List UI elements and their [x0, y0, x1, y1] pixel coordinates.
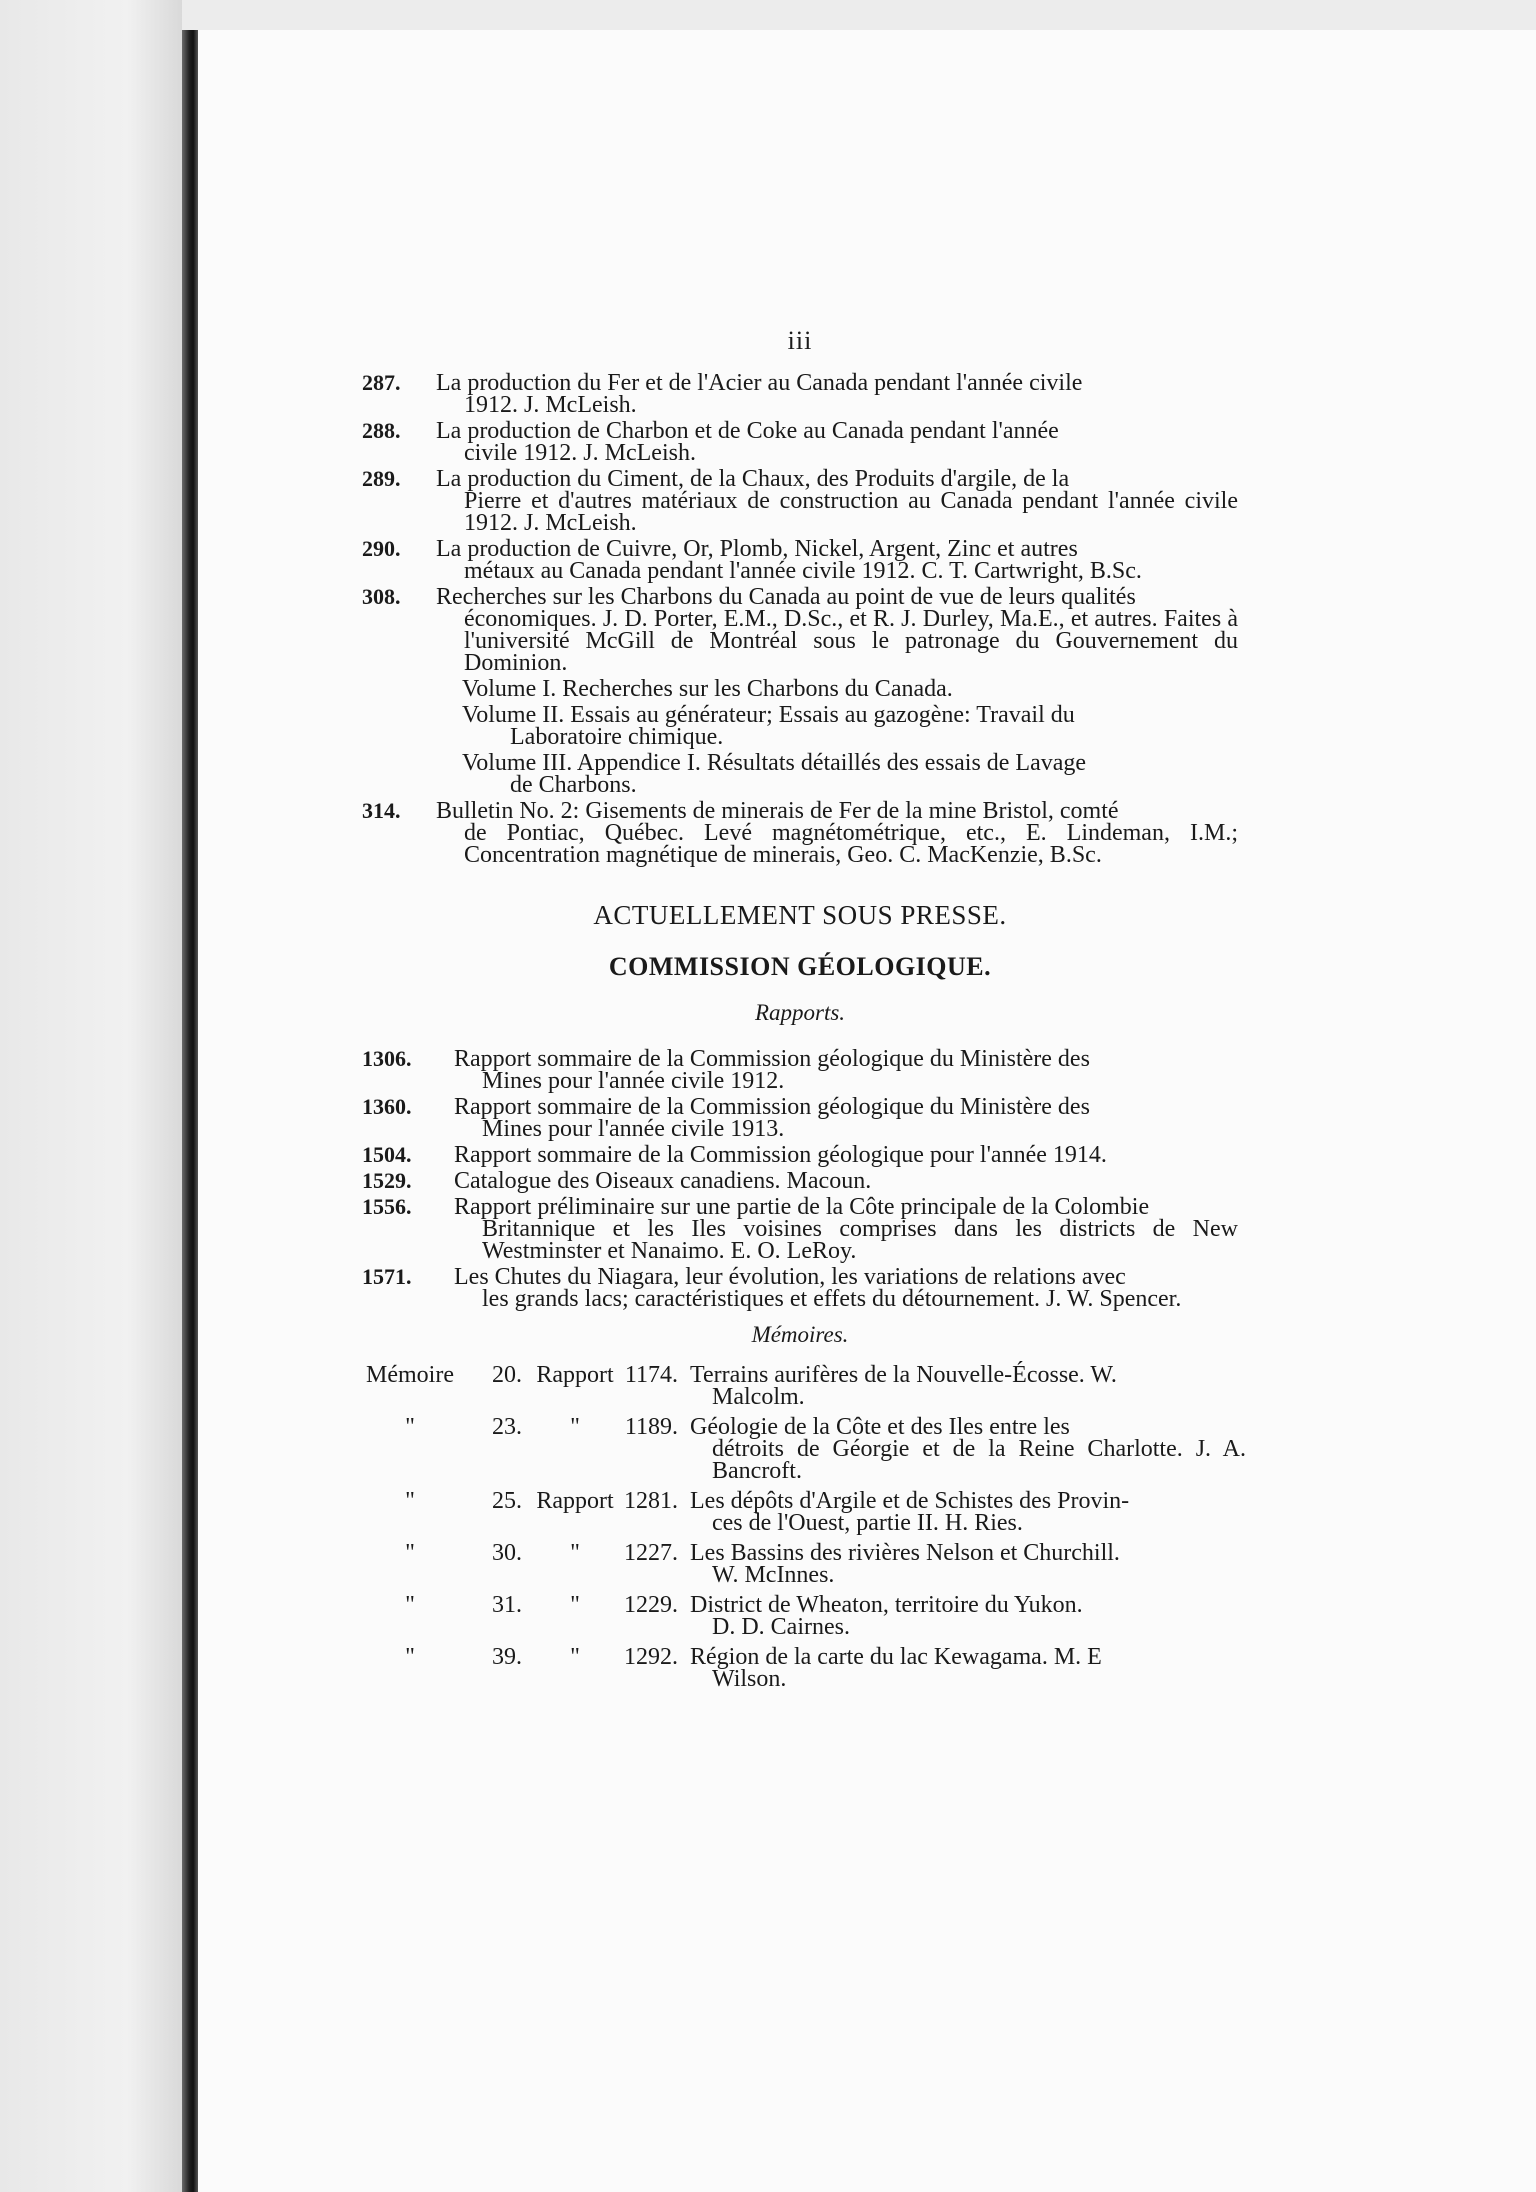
entry-number: 314.	[362, 798, 401, 823]
memoire-number: 31.	[492, 1592, 522, 1618]
volume-continuation: Laboratoire chimique.	[510, 724, 724, 750]
entry-number: 308.	[362, 584, 401, 609]
report-number: 1504.	[362, 1142, 412, 1167]
entry-continuation: économiques. J. D. Porter, E.M., D.Sc., et R. J. Durley, Ma.E., et autres. Faites à l'université McGill de Montréal sous le patronage du Gouvernement du Dominion.	[464, 606, 1238, 676]
report-number: 1571.	[362, 1264, 412, 1289]
table-row	[356, 1416, 1246, 1490]
memoires-table	[356, 1364, 1246, 1698]
volume-title: Volume I. Recherches sur les Charbons du Canada.	[462, 676, 953, 702]
report-number: 1360.	[362, 1094, 412, 1119]
volume-item	[462, 752, 1238, 796]
memoire-number: 30.	[492, 1540, 522, 1566]
memoire-label: Mémoire	[366, 1362, 454, 1388]
report-title: Catalogue des Oiseaux canadiens. Macoun.	[454, 1168, 872, 1194]
memoire-continuation: Malcolm.	[712, 1384, 805, 1410]
list-item	[362, 1048, 1238, 1092]
entry-number: 290.	[362, 536, 401, 561]
entry-title: La production de Cuivre, Or, Plomb, Nickel, Argent, Zinc et autres	[436, 536, 1078, 562]
memoire-continuation: détroits de Géorgie et de la Reine Charlotte. J. A. Bancroft.	[712, 1436, 1246, 1484]
memoire-title: Terrains aurifères de la Nouvelle-Écosse. W.	[690, 1362, 1117, 1388]
memoire-continuation: W. McInnes.	[712, 1562, 835, 1588]
memoires-heading: Mémoires.	[751, 1322, 849, 1347]
rapports-list	[362, 1048, 1238, 1310]
memoire-title: Géologie de la Côte et des Iles entre les	[690, 1414, 1070, 1440]
report-title: Rapport préliminaire sur une partie de la Côte principale de la Colombie	[454, 1194, 1150, 1220]
rapports-heading: Rapports.	[754, 1000, 846, 1025]
memoire-title: District de Wheaton, territoire du Yukon.	[690, 1592, 1083, 1618]
book-gutter	[182, 30, 198, 2192]
entry-title: La production du Fer et de l'Acier au Canada pendant l'année civile	[436, 370, 1083, 396]
table-row	[356, 1594, 1246, 1646]
page-content	[362, 326, 1246, 1698]
volume-item	[462, 704, 1238, 748]
memoire-label: "	[405, 1488, 415, 1514]
rapport-number: 1229.	[624, 1592, 678, 1618]
entry-number: 288.	[362, 418, 401, 443]
entry-continuation: Pierre et d'autres matériaux de construction au Canada pendant l'année civile 1912. J. McLeish.	[464, 488, 1238, 536]
table-row	[356, 1542, 1246, 1594]
rapport-label: Rapport	[536, 1488, 614, 1514]
list-item	[362, 1196, 1238, 1262]
memoire-title: Les Bassins des rivières Nelson et Churchill.	[690, 1540, 1120, 1566]
memoire-label: "	[405, 1414, 415, 1440]
rapport-label: "	[570, 1540, 580, 1566]
report-title: Rapport sommaire de la Commission géologique du Ministère des	[454, 1094, 1090, 1120]
rapport-number: 1292.	[624, 1644, 678, 1670]
page-number: iii	[787, 326, 813, 355]
report-title: Les Chutes du Niagara, leur évolution, les variations de relations avec	[454, 1264, 1126, 1290]
entry-title: La production du Ciment, de la Chaux, des Produits d'argile, de la	[436, 466, 1070, 492]
report-number: 1529.	[362, 1168, 412, 1193]
entry-title: Bulletin No. 2: Gisements de minerais de Fer de la mine Bristol, comté	[436, 798, 1119, 824]
entry-title: Recherches sur les Charbons du Canada au point de vue de leurs qualités	[436, 584, 1136, 610]
rapport-label: Rapport	[536, 1362, 614, 1388]
report-continuation: Mines pour l'année civile 1912.	[482, 1068, 785, 1094]
memoire-continuation: Wilson.	[712, 1666, 787, 1692]
section-subheading: COMMISSION GÉOLOGIQUE.	[608, 952, 992, 981]
memoire-number: 25.	[492, 1488, 522, 1514]
report-continuation: Mines pour l'année civile 1913.	[482, 1116, 785, 1142]
volumes-list	[462, 678, 1238, 796]
rapport-number: 1174.	[624, 1362, 678, 1388]
rapport-number: 1281.	[624, 1488, 678, 1514]
entry-continuation: 1912. J. McLeish.	[464, 392, 637, 418]
memoire-title: Les dépôts d'Argile et de Schistes des Provin-	[690, 1488, 1130, 1514]
list-item	[362, 1144, 1238, 1166]
entry-continuation: métaux au Canada pendant l'année civile 1912. C. T. Cartwright, B.Sc.	[464, 558, 1142, 584]
memoire-label: "	[405, 1540, 415, 1566]
volume-item	[462, 678, 1238, 700]
report-title: Rapport sommaire de la Commission géologique du Ministère des	[454, 1046, 1090, 1072]
memoire-continuation: D. D. Cairnes.	[712, 1614, 850, 1640]
memoire-label: "	[405, 1644, 415, 1670]
report-title: Rapport sommaire de la Commission géologique pour l'année 1914.	[454, 1142, 1107, 1168]
entry-number: 287.	[362, 370, 401, 395]
rapport-label: "	[570, 1644, 580, 1670]
list-item	[362, 420, 1238, 464]
list-item	[362, 468, 1238, 534]
report-continuation: Britannique et les Iles voisines comprises dans les districts de New Westminster et Nanaimo. E. O. LeRoy.	[482, 1216, 1238, 1264]
memoire-label: "	[405, 1592, 415, 1618]
memoire-number: 39.	[492, 1644, 522, 1670]
table-row	[356, 1364, 1246, 1416]
memoire-continuation: ces de l'Ouest, partie II. H. Ries.	[712, 1510, 1023, 1536]
entry-continuation: de Pontiac, Québec. Levé magnétométrique, etc., E. Lindeman, I.M.; Concentration magnétique de minerais, Geo. C. MacKenzie, B.Sc.	[464, 820, 1238, 868]
entry-title: La production de Charbon et de Coke au Canada pendant l'année	[436, 418, 1059, 444]
rapport-number: 1189.	[624, 1414, 678, 1440]
entry-continuation: civile 1912. J. McLeish.	[464, 440, 696, 466]
list-item	[362, 1096, 1238, 1140]
entry-number: 289.	[362, 466, 401, 491]
volume-continuation: de Charbons.	[510, 772, 637, 798]
entries-list	[362, 372, 1238, 866]
list-item	[362, 538, 1238, 582]
memoire-number: 23.	[492, 1414, 522, 1440]
report-continuation: les grands lacs; caractéristiques et effets du détournement. J. W. Spencer.	[482, 1286, 1182, 1312]
section-heading: ACTUELLEMENT SOUS PRESSE.	[593, 900, 1007, 930]
rapport-label: "	[570, 1592, 580, 1618]
table-row	[356, 1646, 1246, 1698]
report-number: 1306.	[362, 1046, 412, 1071]
list-item	[362, 1170, 1238, 1192]
rapport-label: "	[570, 1414, 580, 1440]
list-item	[362, 372, 1238, 416]
volume-title: Volume II. Essais au générateur; Essais au gazogène: Travail du	[462, 702, 1075, 728]
memoire-number: 20.	[492, 1362, 522, 1388]
memoire-title: Région de la carte du lac Kewagama. M. E	[690, 1644, 1102, 1670]
left-page-edge	[0, 0, 182, 2192]
report-number: 1556.	[362, 1194, 412, 1219]
volume-title: Volume III. Appendice I. Résultats détaillés des essais de Lavage	[462, 750, 1087, 776]
list-item	[362, 1266, 1238, 1310]
list-item	[362, 586, 1238, 674]
rapport-number: 1227.	[624, 1540, 678, 1566]
table-row	[356, 1490, 1246, 1542]
list-item	[362, 800, 1238, 866]
